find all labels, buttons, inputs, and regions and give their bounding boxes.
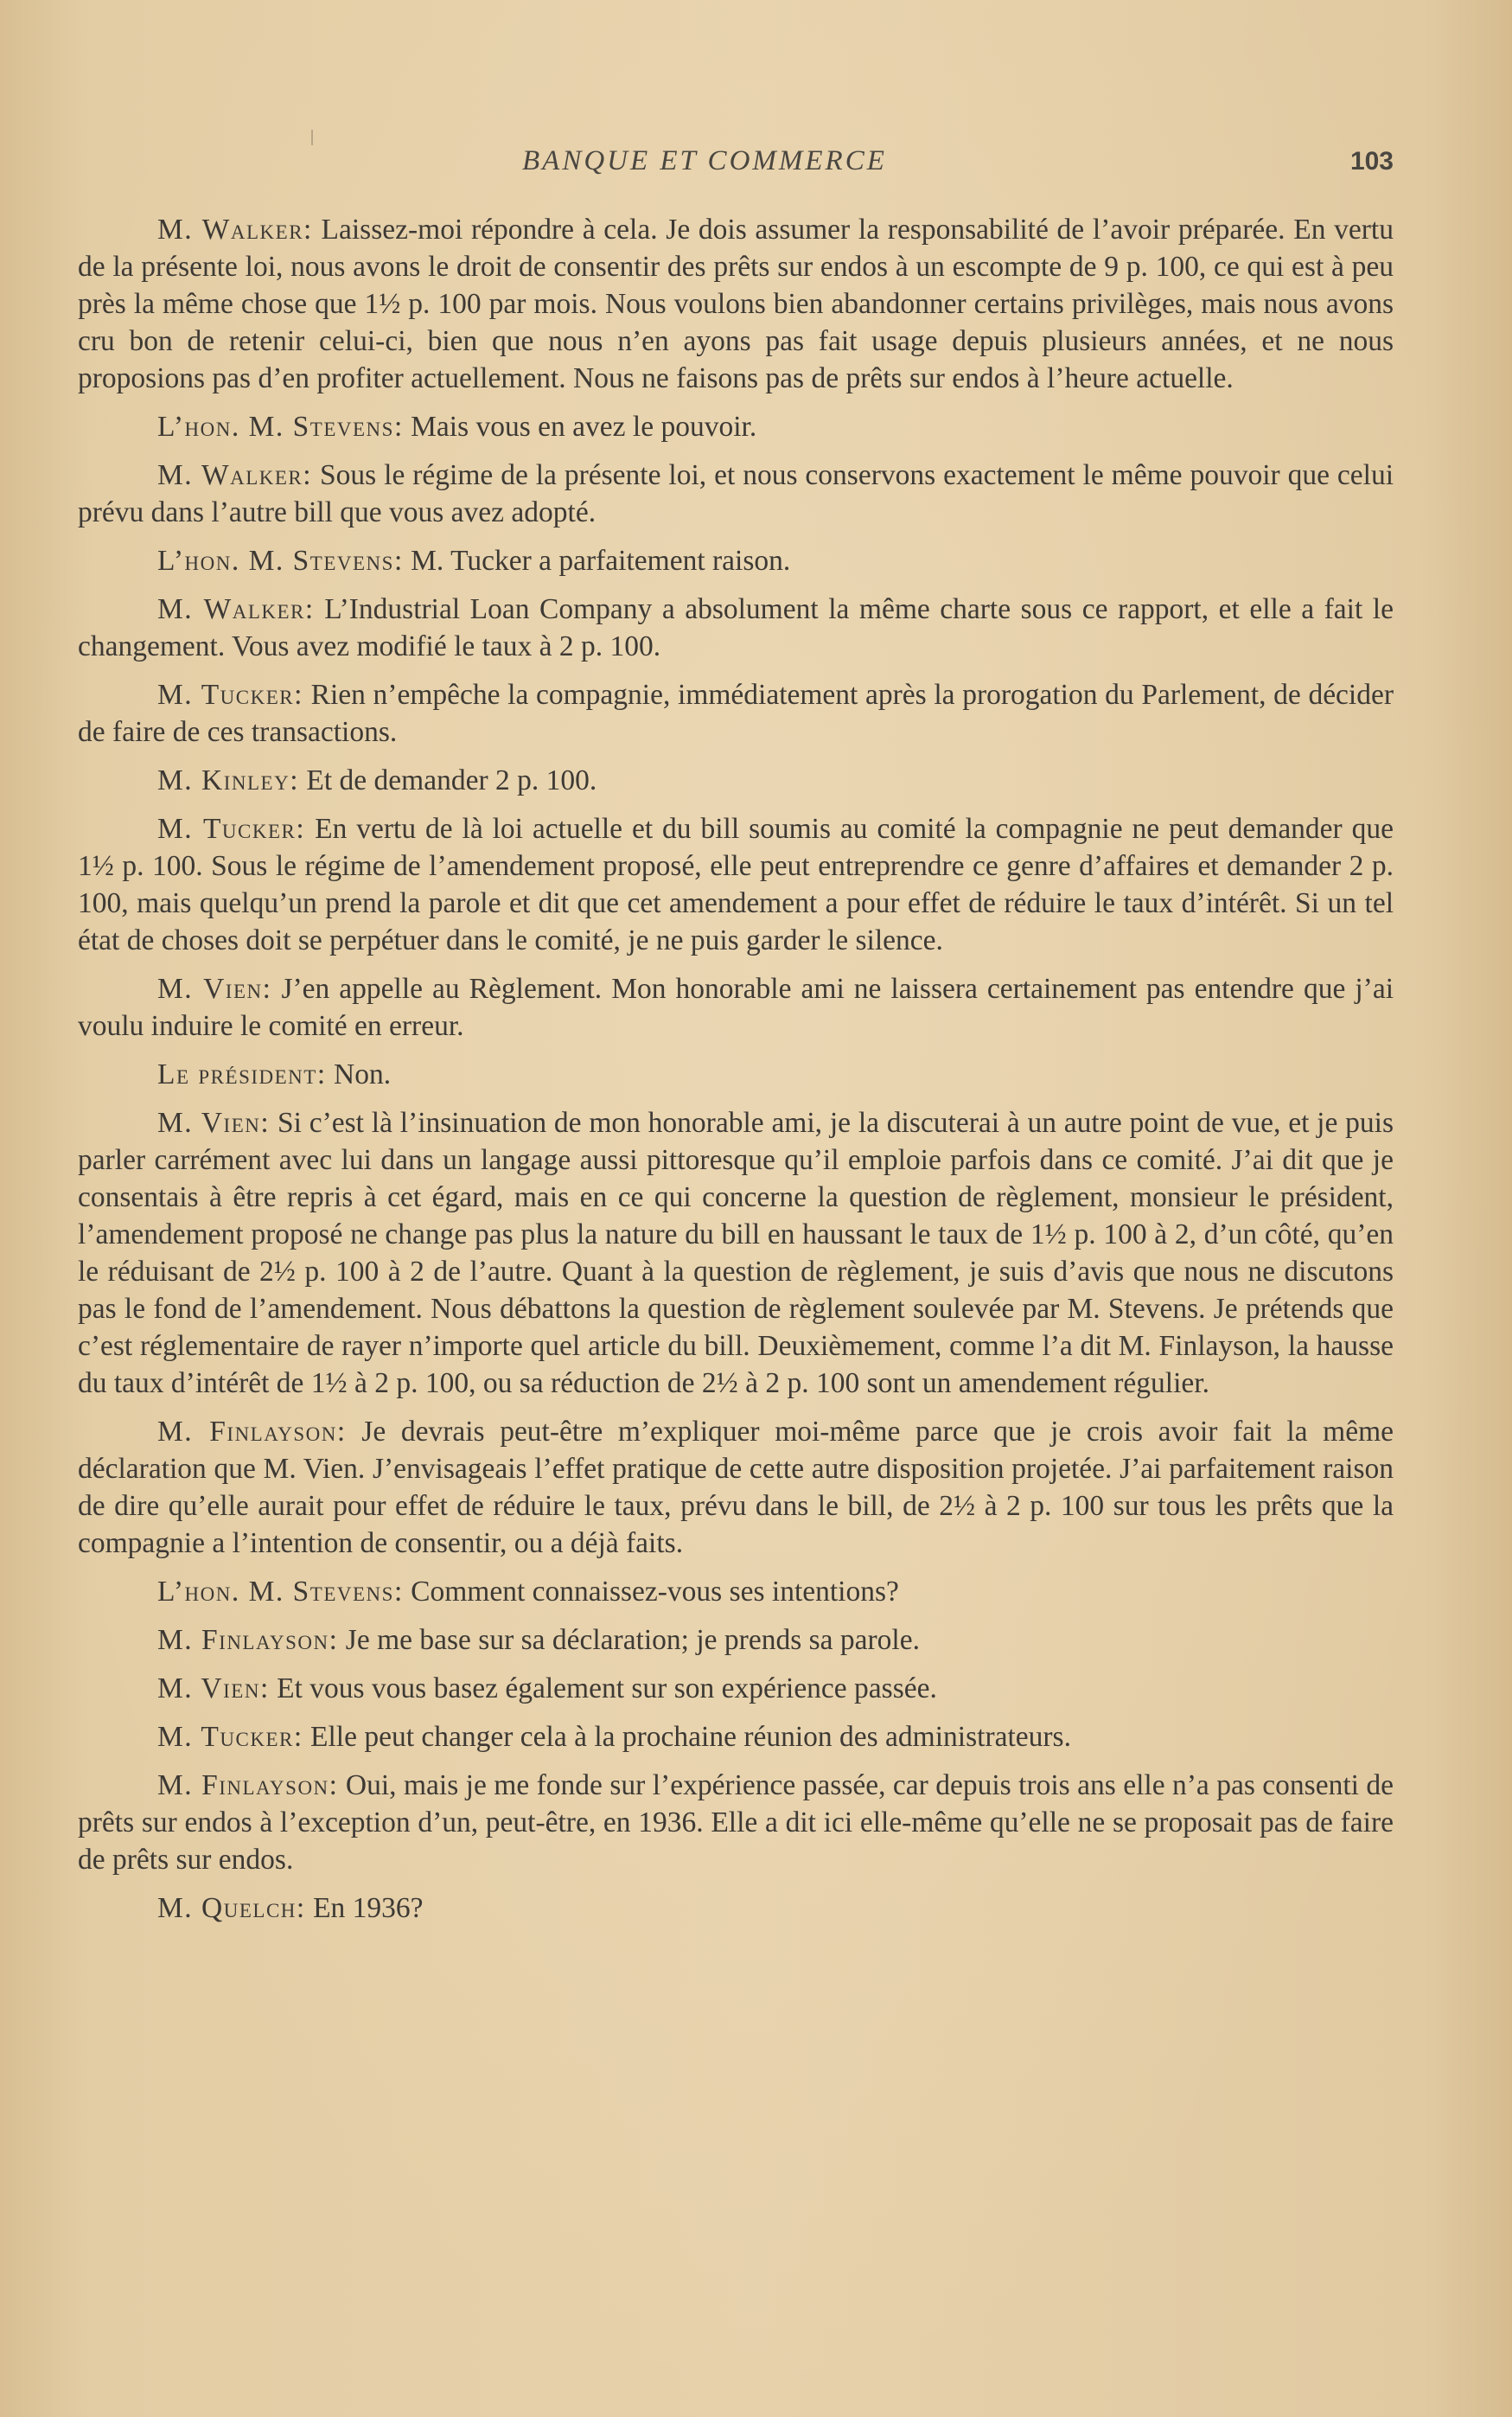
paragraph bbox=[78, 970, 1394, 1045]
speaker-name: Le président: bbox=[157, 1058, 327, 1090]
paragraph-text: En 1936? bbox=[305, 1892, 424, 1924]
paragraph bbox=[78, 542, 1394, 579]
paragraph-text: En vertu de là loi actuelle et du bill soumis au comité la compagnie ne peut demander que 1½ p. 100. Sous le régime de l’amendement proposé, elle peut entreprendre ce genre d’affaires et demander 2 p. 100, mais quelqu’un prend la parole et dit que cet amendement a pour effet de réduire le taux d’intérêt. Si un tel état de choses doit se perpétuer dans le comité, je ne puis garder le silence. bbox=[78, 813, 1394, 956]
paragraph-text: Comment connaissez-vous ses intentions? bbox=[403, 1576, 899, 1608]
paragraph bbox=[78, 211, 1394, 397]
paragraph-text: Et vous vous basez également sur son expérience passée. bbox=[269, 1672, 937, 1704]
speaker-name: M. Quelch: bbox=[157, 1892, 306, 1924]
paragraph bbox=[78, 1573, 1394, 1610]
page-number: 103 bbox=[1349, 147, 1394, 176]
paragraph bbox=[78, 591, 1394, 665]
speaker-name: M. Tucker: bbox=[157, 1721, 303, 1753]
speaker-name: L’hon. M. Stevens: bbox=[157, 545, 404, 577]
paragraph bbox=[78, 1889, 1394, 1927]
speaker-name: L’hon. M. Stevens: bbox=[157, 1576, 404, 1608]
speaker-name: M. Walker: bbox=[157, 214, 313, 246]
paragraph-text: Rien n’empêche la compagnie, immédiatement après la prorogation du Parlement, de décider de faire de ces transactions. bbox=[78, 679, 1394, 748]
speaker-name: M. Tucker: bbox=[157, 679, 303, 711]
paragraph bbox=[78, 676, 1394, 751]
body-text bbox=[78, 211, 1394, 1938]
paragraph-text: J’en appelle au Règlement. Mon honorable ami ne laissera certainement pas entendre que j’ai voulu induire le comité en erreur. bbox=[78, 973, 1394, 1042]
paragraph-text: Et de demander 2 p. 100. bbox=[299, 764, 597, 796]
paragraph bbox=[78, 408, 1394, 445]
speaker-name: L’hon. M. Stevens: bbox=[157, 411, 404, 443]
speaker-name: M. Finlayson: bbox=[157, 1416, 347, 1448]
speaker-name: M. Kinley: bbox=[157, 764, 300, 796]
paragraph bbox=[78, 1670, 1394, 1707]
paragraph-text: Non. bbox=[326, 1058, 392, 1090]
paragraph-text: L’Industrial Loan Company a absolument la même charte sous ce rapport, et elle a fait le changement. Vous avez modifié le taux à 2 p. 100. bbox=[78, 593, 1394, 662]
paragraph-text: Sous le régime de la présente loi, et nous conservons exactement le même pouvoir que celui prévu dans l’autre bill que vous avez adopté. bbox=[78, 459, 1394, 528]
paragraph-text: Si c’est là l’insinuation de mon honorable ami, je la discuterai à un autre point de vue, et je puis parler carrément avec lui dans un langage aussi pittoresque qu’il emploie parfois dans ce comité. J’ai dit que je consentais à être repris à cet égard, mais en ce qui concerne la question de règlement, monsieur le président, l’amendement proposé ne change pas plus la nature du bill en haussant le taux de 1½ p. 100 à 2, d’un côté, qu’en le réduisant de 2½ p. 100 à 2 de l’autre. Quant à la question de règlement, je suis d’avis que nous ne discutons pas le fond de l’amendement. Nous débattons la question de règlement soulevée par M. Stevens. Je prétends que c’est réglementaire de rayer n’importe quel article du bill. Deuxièmement, comme l’a dit M. Finlayson, la hausse du taux d’intérêt de 1½ à 2 p. 100, ou sa réduction de 2½ à 2 p. 100 sont un amendement régulier. bbox=[78, 1107, 1394, 1399]
page-mark bbox=[311, 130, 313, 145]
speaker-name: M. Finlayson: bbox=[157, 1769, 339, 1801]
speaker-name: M. Vien: bbox=[157, 1107, 271, 1139]
paragraph-text: M. Tucker a parfaitement raison. bbox=[403, 545, 791, 577]
running-title: BANQUE ET COMMERCE bbox=[522, 145, 887, 176]
speaker-name: M. Walker: bbox=[157, 459, 313, 491]
paragraph bbox=[78, 1621, 1394, 1659]
page-header bbox=[156, 145, 1394, 189]
speaker-name: M. Vien: bbox=[157, 1672, 270, 1704]
paragraph bbox=[78, 1767, 1394, 1878]
paragraph bbox=[78, 1104, 1394, 1402]
paragraph-text: Mais vous en avez le pouvoir. bbox=[403, 411, 757, 443]
paragraph-text: Laissez-moi répondre à cela. Je dois assumer la responsabilité de l’avoir préparée. En vertu de la présente loi, nous avons le droit de consentir des prêts sur endos à un escompte de 9 p. 100, ce qui est à peu près la même chose que 1½ p. 100 par mois. Nous voulons bien abandonner certains privilèges, mais nous avons cru bon de retenir celui-ci, bien que nous n’en ayons pas fait usage depuis plusieurs années, et ne nous proposions pas d’en profiter actuellement. Nous ne faisons pas de prêts sur endos à l’heure actuelle. bbox=[78, 214, 1394, 394]
paragraph-text: Elle peut changer cela à la prochaine réunion des administrateurs. bbox=[303, 1721, 1071, 1753]
speaker-name: M. Tucker: bbox=[157, 813, 306, 845]
speaker-name: M. Walker: bbox=[157, 593, 315, 625]
paragraph-text: Je devrais peut-être m’expliquer moi-même parce que je crois avoir fait la même déclaration que M. Vien. J’envisageais l’effet pratique de cette autre disposition projetée. J’ai parfaitement raison de dire qu’elle aurait pour effet de réduire le taux, prévu dans le bill, de 2½ à 2 p. 100 sur tous les prêts que la compagnie a l’intention de consentir, ou a déjà faits. bbox=[78, 1416, 1394, 1559]
paragraph bbox=[78, 1718, 1394, 1755]
paragraph-text: Oui, mais je me fonde sur l’expérience passée, car depuis trois ans elle n’a pas consenti de prêts sur endos à l’exception d’un, peut-être, en 1936. Elle a dit ici elle-même qu’elle ne se proposait pas de faire de prêts sur endos. bbox=[78, 1769, 1394, 1876]
paragraph bbox=[78, 457, 1394, 531]
speaker-name: M. Finlayson: bbox=[157, 1624, 339, 1656]
paragraph bbox=[78, 762, 1394, 799]
paragraph-text: Je me base sur sa déclaration; je prends sa parole. bbox=[338, 1624, 920, 1656]
speaker-name: M. Vien: bbox=[157, 973, 272, 1005]
paragraph bbox=[78, 1413, 1394, 1562]
paragraph bbox=[78, 810, 1394, 959]
paragraph bbox=[78, 1056, 1394, 1093]
